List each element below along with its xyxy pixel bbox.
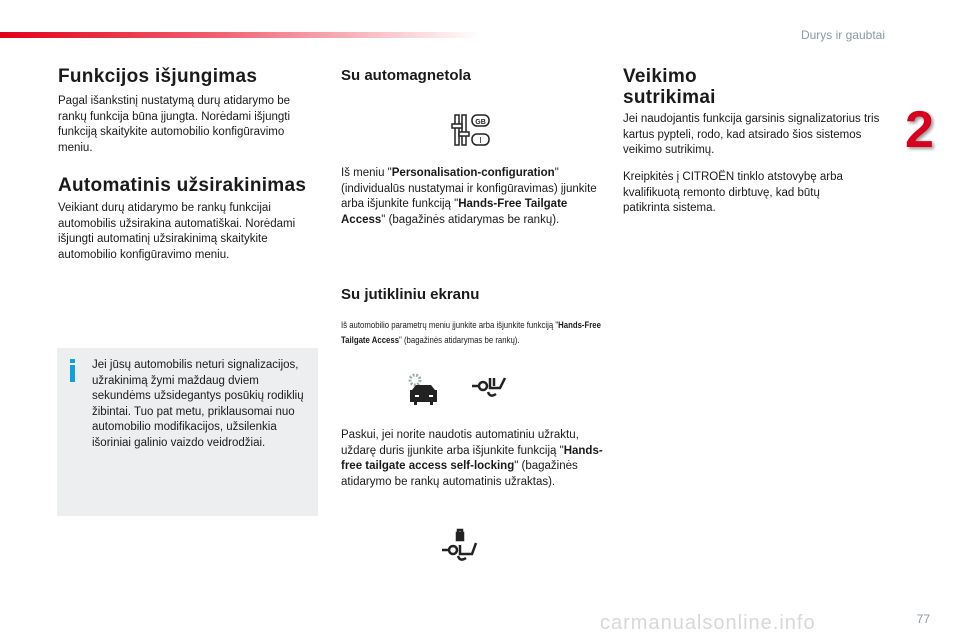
car-settings-icon (406, 372, 440, 406)
section-title: Durys ir gaubtai (800, 28, 885, 42)
text-disable: Pagal išankstinį nustatymą durų atidarymo be rankų funkcija būna įjungta. Norėdami išjungti funkciją skaitykite automobilio konfigūravimo meniu. (58, 95, 291, 154)
info-box (57, 348, 318, 516)
heading-faults: Veikimo sutrikimai (623, 66, 716, 108)
text-fault-2: Kreipkitės į CITROËN tinklo atstovybę arba kvalifikuotą remonto dirbtuvę, kad būtų patikrinta sistema. (623, 171, 843, 214)
svg-text:GB: GB (475, 119, 486, 126)
tailgate-self-lock-icon (440, 528, 480, 564)
page-number: 77 (916, 612, 930, 626)
text-auto-lock: Veikiant durų atidarymo be rankų funkcijai automobilis užsirakina automatiškai. Norėdami išjungti automatinį užsirakinimą skaitykite automobilio konfigūravimo meniu. (58, 202, 296, 261)
heading-disable: Funkcijos išjungimas (58, 66, 258, 87)
text-touchscreen: Iš automobilio parametrų meniu įjunkite arba išjunkite funkciją "Hands-Free Tailgate Access" (bagažinės atidarymas be rankų). (341, 320, 601, 346)
text-radio: Iš meniu "Personalisation-configuration" (individualūs nustatymai ir konfigūravimas) įjunkite arba išjunkite funkciją "Hands-Free Tailgate Access" (bagažinės atidarymas be rankų). (341, 167, 597, 226)
text-fault-1: Jei naudojantis funkcija garsinis signalizatorius tris kartus pypteli, rodo, kad atsirado šios sistemos veikimo sutrikimų. (623, 113, 880, 156)
info-icon (70, 360, 75, 382)
settings-sliders-icon (451, 112, 501, 148)
heading-touchscreen: Su jutikliniu ekranu (341, 286, 480, 303)
hands-free-tailgate-icon (470, 374, 510, 400)
heading-radio: Su automagnetola (341, 67, 472, 84)
info-text: Jei jūsų automobilis neturi signalizacijos, užrakinimą žymi maždaug dviem sekundėms užsidegantys posūkių rodiklių žibintai. Tuo pat metu, priklausomai nuo automobilio modifikacijos, užsilenkia išoriniai galinio vaizdo veidrodžiai. (92, 359, 304, 449)
header-red-bar (0, 32, 480, 38)
heading-auto-lock: Automatinis užsirakinimas (58, 175, 307, 196)
text-self-lock: Paskui, jei norite naudotis automatiniu užraktu, uždarę duris įjunkite arba išjunkite funkciją "Hands-free tailgate access self-locking" (bagažinės atidarymo be rankų automatinis užraktas). (341, 429, 603, 488)
chapter-number: 2 (905, 101, 934, 159)
svg-text:I: I (479, 136, 482, 145)
watermark: carmanualsonline.info (600, 612, 816, 634)
